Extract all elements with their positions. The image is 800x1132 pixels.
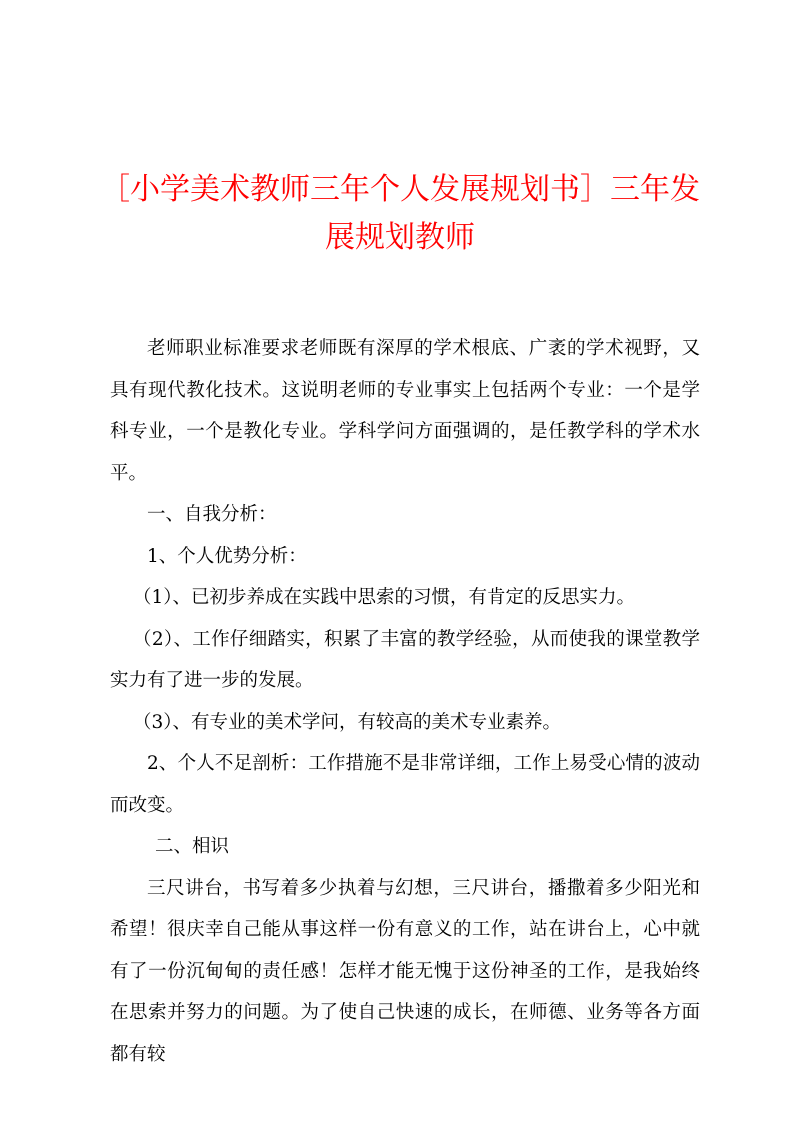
subheading-weaknesses: 2、个人不足剖析：工作措施不是非常详细，工作上易受心情的波动而改变。: [110, 753, 700, 816]
section-heading-understanding: 二、相识: [155, 836, 230, 857]
paragraph-podium: 三尺讲台，书写着多少执着与幻想，三尺讲台，播撒着多少阳光和希望！很庆幸自己能从事这样一份有意义的工作，站在讲台上，心中就有了一份沉甸甸的责任感！怎样才能无愧于这份神圣的工作，是我始终在思索并努力的问题。为了使自己快速的成长，在师德、业务等各方面都有较: [110, 877, 700, 1065]
list-item-strength-1: （1）、已初步养成在实践中思索的习惯，有肯定的反思实力。: [133, 587, 636, 608]
section-heading-self-analysis: 一、自我分析：: [147, 504, 277, 525]
list-item-strength-2: （2）、工作仔细踏实，积累了丰富的教学经验，从而使我的课堂教学实力有了进一步的发展。: [110, 628, 700, 691]
document-body: [110, 328, 700, 1075]
document-title: ［小学美术教师三年个人发展规划书］三年发展规划教师: [100, 172, 700, 255]
list-item-strength-3: （3）、有专业的美术学问，有较高的美术专业素养。: [133, 711, 562, 733]
subheading-strengths: 1、个人优势分析：: [147, 545, 307, 567]
paragraph-intro: 老师职业标准要求老师既有深厚的学术根底、广袤的学术视野，又具有现代教化技术。这说明老师的专业事实上包括两个专业：一个是学科专业，一个是教化专业。学科学问方面强调的，是任教学科的学术水平。: [110, 338, 700, 484]
